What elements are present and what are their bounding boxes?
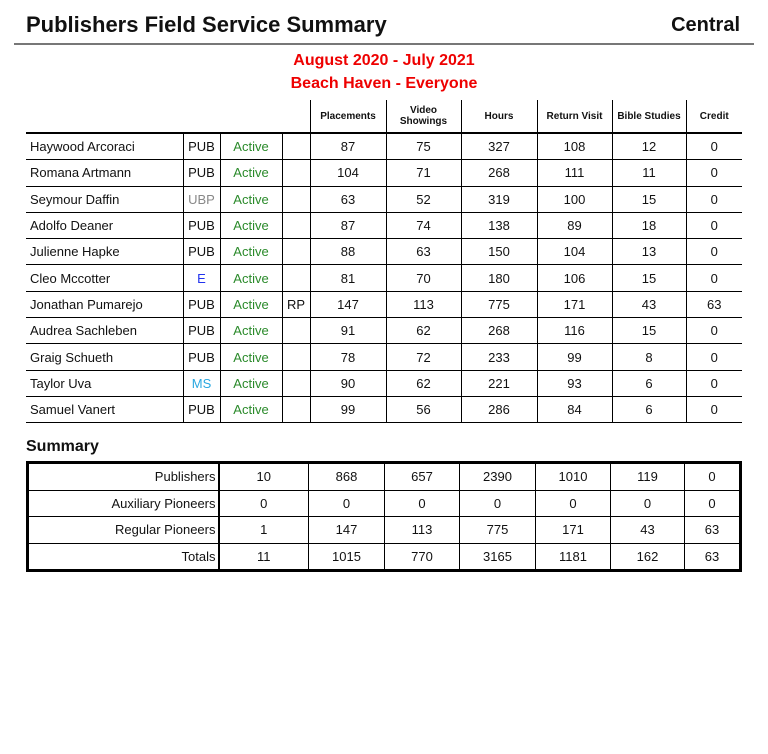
- value-cell: 87: [310, 212, 386, 238]
- summary-value: 868: [309, 463, 385, 491]
- publisher-type: PUB: [183, 160, 220, 186]
- value-cell: 268: [461, 318, 537, 344]
- summary-row: [28, 490, 741, 517]
- value-cell: 147: [310, 291, 386, 317]
- summary-value: 10: [219, 463, 309, 491]
- pioneer-flag: [282, 133, 310, 160]
- value-cell: 116: [537, 318, 612, 344]
- value-cell: 0: [686, 160, 742, 186]
- summary-value: 0: [536, 490, 611, 517]
- value-cell: 15: [612, 186, 686, 212]
- value-cell: 63: [686, 291, 742, 317]
- summary-value: 0: [309, 490, 385, 517]
- summary-value: 0: [611, 490, 685, 517]
- pioneer-flag: [282, 265, 310, 291]
- column-header: Return Visit: [537, 100, 612, 133]
- pioneer-flag: [282, 160, 310, 186]
- group-label: Beach Haven - Everyone: [290, 75, 478, 92]
- publisher-name: Graig Schueth: [26, 344, 183, 370]
- value-cell: 91: [310, 318, 386, 344]
- value-cell: 88: [310, 239, 386, 265]
- summary-value: 3165: [460, 543, 536, 571]
- status: Active: [220, 133, 282, 160]
- table-row: [26, 186, 742, 212]
- column-header: Hours: [461, 100, 537, 133]
- region-label: Central: [671, 14, 740, 36]
- publisher-type: PUB: [183, 133, 220, 160]
- pioneer-flag: [282, 212, 310, 238]
- value-cell: 87: [310, 133, 386, 160]
- header-divider: [14, 43, 754, 45]
- publisher-name: Audrea Sachleben: [26, 318, 183, 344]
- value-cell: 15: [612, 318, 686, 344]
- value-cell: 63: [310, 186, 386, 212]
- pioneer-flag: [282, 396, 310, 422]
- value-cell: 171: [537, 291, 612, 317]
- value-cell: 43: [612, 291, 686, 317]
- value-cell: 15: [612, 265, 686, 291]
- summary-value: 0: [219, 490, 309, 517]
- value-cell: 62: [386, 370, 461, 396]
- value-cell: 72: [386, 344, 461, 370]
- value-cell: 6: [612, 370, 686, 396]
- summary-value: 1015: [309, 543, 385, 571]
- summary-value: 770: [385, 543, 460, 571]
- value-cell: 113: [386, 291, 461, 317]
- table-row: [26, 212, 742, 238]
- value-cell: 0: [686, 265, 742, 291]
- publisher-type: UBP: [183, 186, 220, 212]
- summary-heading: Summary: [26, 438, 99, 455]
- publisher-type: PUB: [183, 396, 220, 422]
- value-cell: 0: [686, 186, 742, 212]
- table-row: [26, 133, 742, 160]
- pioneer-flag: [282, 370, 310, 396]
- value-cell: 100: [537, 186, 612, 212]
- column-header: Placements: [310, 100, 386, 133]
- publisher-name: Jonathan Pumarejo: [26, 291, 183, 317]
- summary-value: 171: [536, 517, 611, 544]
- publisher-name: Cleo Mccotter: [26, 265, 183, 291]
- value-cell: 75: [386, 133, 461, 160]
- value-cell: 93: [537, 370, 612, 396]
- summary-value: 63: [685, 543, 741, 571]
- publisher-name: Haywood Arcoraci: [26, 133, 183, 160]
- pioneer-flag: RP: [282, 291, 310, 317]
- summary-value: 162: [611, 543, 685, 571]
- publisher-type: PUB: [183, 239, 220, 265]
- summary-value: 0: [685, 490, 741, 517]
- value-cell: 0: [686, 318, 742, 344]
- column-header: Video Showings: [386, 100, 461, 133]
- status: Active: [220, 318, 282, 344]
- status: Active: [220, 396, 282, 422]
- summary-label: Regular Pioneers: [28, 517, 219, 544]
- publisher-table: [26, 100, 742, 423]
- value-cell: 108: [537, 133, 612, 160]
- status: Active: [220, 291, 282, 317]
- summary-label: Publishers: [28, 463, 219, 491]
- publisher-type: MS: [183, 370, 220, 396]
- summary-label: Totals: [28, 543, 219, 571]
- value-cell: 775: [461, 291, 537, 317]
- value-cell: 268: [461, 160, 537, 186]
- value-cell: 62: [386, 318, 461, 344]
- value-cell: 327: [461, 133, 537, 160]
- value-cell: 150: [461, 239, 537, 265]
- value-cell: 104: [310, 160, 386, 186]
- value-cell: 233: [461, 344, 537, 370]
- value-cell: 52: [386, 186, 461, 212]
- summary-value: 11: [219, 543, 309, 571]
- summary-value: 657: [385, 463, 460, 491]
- summary-label: Auxiliary Pioneers: [28, 490, 219, 517]
- value-cell: 0: [686, 344, 742, 370]
- publisher-name: Romana Artmann: [26, 160, 183, 186]
- summary-value: 1181: [536, 543, 611, 571]
- value-cell: 99: [310, 396, 386, 422]
- publisher-type: PUB: [183, 318, 220, 344]
- publisher-type: E: [183, 265, 220, 291]
- column-header: Credit: [686, 100, 742, 133]
- value-cell: 138: [461, 212, 537, 238]
- summary-value: 0: [460, 490, 536, 517]
- value-cell: 89: [537, 212, 612, 238]
- summary-value: 147: [309, 517, 385, 544]
- value-cell: 0: [686, 370, 742, 396]
- value-cell: 12: [612, 133, 686, 160]
- pioneer-flag: [282, 239, 310, 265]
- period-label: August 2020 - July 2021: [293, 52, 475, 69]
- status: Active: [220, 186, 282, 212]
- summary-row: [28, 517, 741, 544]
- value-cell: 90: [310, 370, 386, 396]
- value-cell: 13: [612, 239, 686, 265]
- value-cell: 71: [386, 160, 461, 186]
- value-cell: 81: [310, 265, 386, 291]
- summary-value: 2390: [460, 463, 536, 491]
- value-cell: 63: [386, 239, 461, 265]
- table-row: [26, 318, 742, 344]
- publisher-name: Adolfo Deaner: [26, 212, 183, 238]
- value-cell: 0: [686, 396, 742, 422]
- value-cell: 74: [386, 212, 461, 238]
- pioneer-flag: [282, 344, 310, 370]
- summary-value: 63: [685, 517, 741, 544]
- status: Active: [220, 265, 282, 291]
- value-cell: 0: [686, 212, 742, 238]
- value-cell: 319: [461, 186, 537, 212]
- value-cell: 56: [386, 396, 461, 422]
- value-cell: 104: [537, 239, 612, 265]
- table-row: [26, 265, 742, 291]
- summary-table: [26, 461, 742, 572]
- report-title: Publishers Field Service Summary: [26, 12, 387, 37]
- publisher-name: Samuel Vanert: [26, 396, 183, 422]
- value-cell: 0: [686, 239, 742, 265]
- value-cell: 6: [612, 396, 686, 422]
- publisher-name: Taylor Uva: [26, 370, 183, 396]
- summary-value: 0: [385, 490, 460, 517]
- table-row: [26, 396, 742, 422]
- summary-value: 0: [685, 463, 741, 491]
- summary-value: 43: [611, 517, 685, 544]
- summary-value: 119: [611, 463, 685, 491]
- value-cell: 99: [537, 344, 612, 370]
- table-row: [26, 344, 742, 370]
- table-row: [26, 239, 742, 265]
- status: Active: [220, 160, 282, 186]
- table-row: [26, 291, 742, 317]
- summary-value: 1: [219, 517, 309, 544]
- value-cell: 78: [310, 344, 386, 370]
- value-cell: 0: [686, 133, 742, 160]
- value-cell: 111: [537, 160, 612, 186]
- pioneer-flag: [282, 186, 310, 212]
- pioneer-flag: [282, 318, 310, 344]
- value-cell: 84: [537, 396, 612, 422]
- summary-value: 775: [460, 517, 536, 544]
- publisher-name: Seymour Daffin: [26, 186, 183, 212]
- publisher-type: PUB: [183, 291, 220, 317]
- summary-value: 113: [385, 517, 460, 544]
- value-cell: 11: [612, 160, 686, 186]
- table-row: [26, 160, 742, 186]
- summary-value: 1010: [536, 463, 611, 491]
- publisher-name: Julienne Hapke: [26, 239, 183, 265]
- value-cell: 70: [386, 265, 461, 291]
- value-cell: 106: [537, 265, 612, 291]
- table-row: [26, 370, 742, 396]
- value-cell: 8: [612, 344, 686, 370]
- value-cell: 221: [461, 370, 537, 396]
- column-header: Bible Studies: [612, 100, 686, 133]
- value-cell: 180: [461, 265, 537, 291]
- summary-row: [28, 543, 741, 571]
- summary-row: [28, 463, 741, 491]
- status: Active: [220, 212, 282, 238]
- status: Active: [220, 344, 282, 370]
- value-cell: 286: [461, 396, 537, 422]
- publisher-type: PUB: [183, 344, 220, 370]
- status: Active: [220, 370, 282, 396]
- value-cell: 18: [612, 212, 686, 238]
- publisher-type: PUB: [183, 212, 220, 238]
- status: Active: [220, 239, 282, 265]
